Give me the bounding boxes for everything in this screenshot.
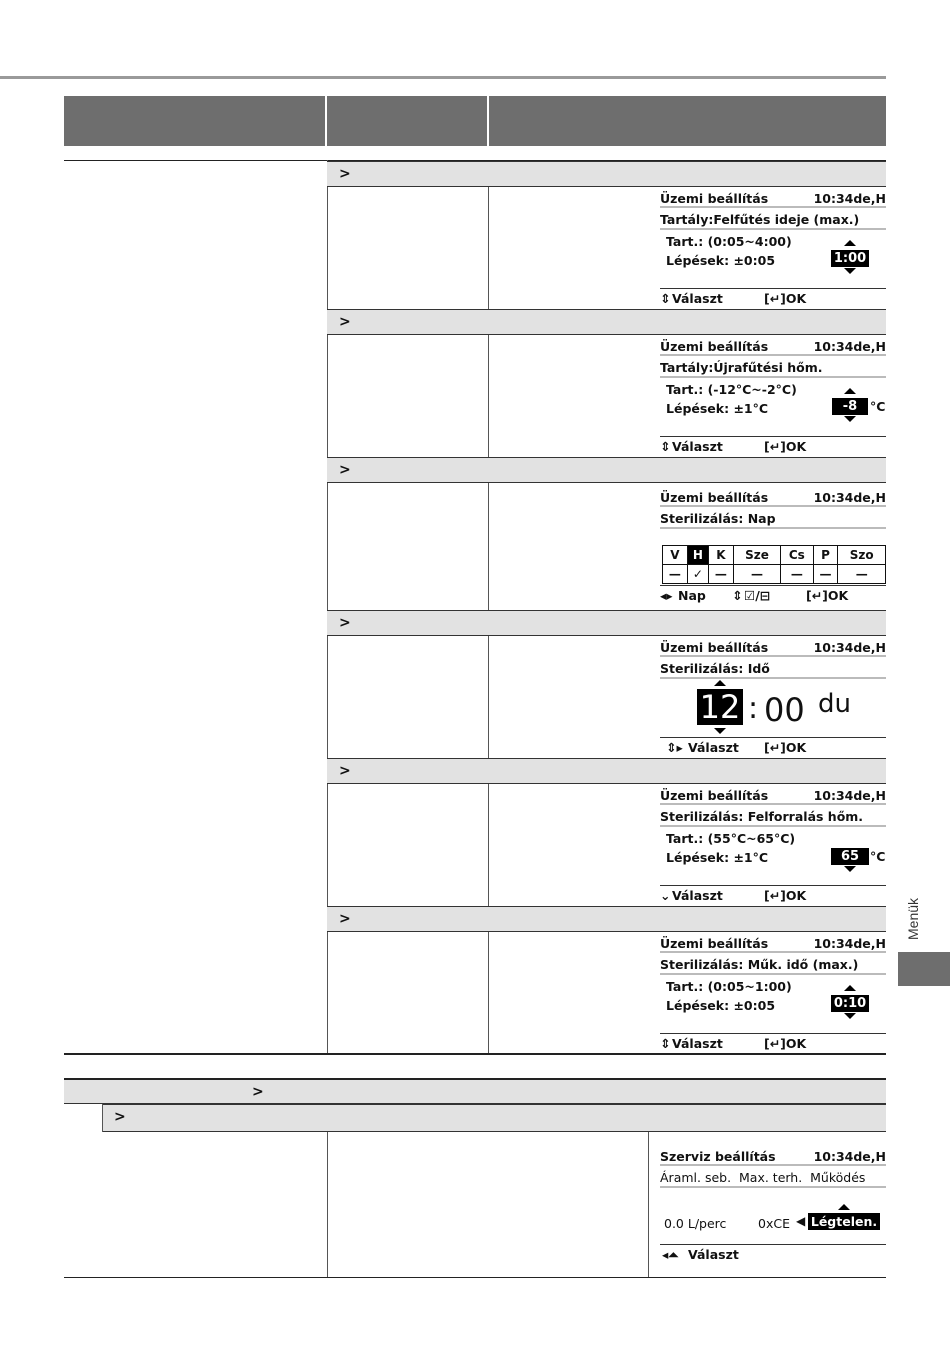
lcd-columns: Áraml. seb. Max. terh. Működés [660, 1168, 886, 1188]
lcd-load-value: 0xCE [758, 1216, 790, 1231]
up-down-arrows-icon: ⇕ [660, 439, 671, 454]
lcd-flow-value: 0.0 L/perc [664, 1216, 727, 1231]
day-cell: K [708, 546, 733, 565]
chevron-right-icon: > [114, 1109, 126, 1125]
down-arrow-icon: ⌄ [660, 888, 671, 903]
day-mark: — [708, 565, 733, 584]
lcd-value: 1:00 [831, 250, 869, 267]
lcd-value: 65 [831, 848, 869, 865]
lcd-setting-title: Sterilizálás: Műk. idő (max.) [660, 955, 886, 975]
lcd-foot-ok: [↵]OK [764, 439, 807, 454]
day-mark: — [733, 565, 780, 584]
lcd-setting-title: Sterilizálás: Felforralás hőm. [660, 807, 886, 827]
lcd-setting-title: Tartály:Újrafűtési hőm. [660, 358, 886, 378]
lcd-foot-select: Választ [672, 291, 723, 306]
lcd-minute-value: 00 [764, 691, 805, 729]
lcd-screen-sterilize-time [658, 639, 886, 757]
lcd-foot-select: Választ [672, 1036, 723, 1051]
chevron-right-icon: > [339, 166, 351, 182]
arrow-down-icon [714, 728, 726, 734]
day-cell-selected: H [687, 546, 708, 565]
arrow-down-icon [844, 268, 856, 274]
subsection-band [327, 906, 886, 932]
subsection-band [327, 457, 886, 483]
day-cell: Sze [733, 546, 780, 565]
table-bottom-rule [64, 1277, 886, 1278]
lcd-header [660, 338, 886, 356]
table-bottom-rule [64, 1053, 886, 1055]
lcd-footer [660, 737, 886, 755]
arrow-down-icon [844, 1013, 856, 1019]
chevron-right-icon: > [339, 911, 351, 927]
day-mark: ✓ [687, 565, 708, 584]
lcd-value: 0:10 [831, 995, 869, 1012]
day-cell: V [663, 546, 688, 565]
lcd-clock: 10:34de,H [813, 788, 886, 803]
side-tab-text: Menük [905, 897, 921, 940]
lcd-ampm: du [818, 689, 851, 719]
lcd-footer [660, 1033, 886, 1051]
lcd-clock: 10:34de,H [813, 490, 886, 505]
lcd-value: -8 [832, 398, 868, 415]
subsection-band [327, 309, 886, 335]
lcd-header-title: Üzemi beállítás [660, 788, 769, 803]
lcd-header [660, 639, 886, 657]
day-cell: Cs [781, 546, 813, 565]
lcd-footer [660, 288, 886, 306]
left-up-arrows-icon: ◂⏶ [662, 1247, 679, 1262]
lcd-header [660, 190, 886, 208]
lcd-header-title: Üzemi beállítás [660, 339, 769, 354]
chevron-right-icon: > [339, 314, 351, 330]
arrow-left-icon: ◀ [796, 1214, 806, 1228]
arrow-up-icon [844, 240, 856, 246]
arrow-up-icon [844, 985, 856, 991]
col-divider-3 [648, 1132, 649, 1277]
lcd-step: Lépések: ±0:05 [666, 253, 776, 268]
subsection-band [327, 758, 886, 784]
lcd-clock: 10:34de,H [813, 640, 886, 655]
day-cell: P [813, 546, 838, 565]
lcd-setting-title: Sterilizálás: Idő [660, 659, 886, 679]
lcd-clock: 10:34de,H [813, 936, 886, 951]
lcd-foot-select: Választ [688, 740, 739, 755]
lcd-foot-select: Választ [672, 439, 723, 454]
lcd-header [660, 935, 886, 953]
chevron-right-icon: > [339, 462, 351, 478]
lcd-unit: °C [870, 399, 886, 414]
lcd-clock: 10:34de,H [813, 191, 886, 206]
up-down-arrows-icon: ⇕ [732, 588, 743, 603]
lcd-footer [660, 436, 886, 454]
lcd-step: Lépések: ±1°C [666, 401, 769, 416]
lcd-header-title: Üzemi beállítás [660, 936, 769, 951]
lcd-foot-select: Választ [688, 1247, 739, 1262]
table-header-col-1 [64, 96, 327, 146]
side-tab-marker [898, 952, 950, 986]
day-mark: — [781, 565, 813, 584]
lcd-footer [660, 585, 886, 603]
lcd-hour-value: 12 [697, 689, 743, 725]
arrow-up-icon [844, 388, 856, 394]
section-band [64, 1078, 886, 1104]
lcd-range: Tart.: (-12°C~-2°C) [666, 382, 797, 397]
lcd-foot-ok: [↵]OK [764, 1036, 807, 1051]
lcd-foot-ok: [↵]OK [764, 740, 807, 755]
lcd-header-title: Szerviz beállítás [660, 1149, 776, 1164]
lcd-foot-select: Választ [672, 888, 723, 903]
table-header [64, 96, 886, 146]
lcd-header [660, 787, 886, 805]
day-cell: Szo [838, 546, 886, 565]
lcd-range: Tart.: (0:05~1:00) [666, 979, 792, 994]
day-mark: — [663, 565, 688, 584]
lcd-setting-title: Tartály:Felfűtés ideje (max.) [660, 210, 886, 230]
side-tab-label [903, 897, 923, 940]
lcd-range: Tart.: (0:05~4:00) [666, 234, 792, 249]
lcd-header-title: Üzemi beállítás [660, 490, 769, 505]
lcd-screen-reheat-temp [658, 338, 886, 456]
subsection-band [327, 610, 886, 636]
lcd-screen-sterilize-day [658, 489, 886, 607]
up-down-right-arrows-icon: ⇕▸ [666, 740, 683, 755]
top-rule [0, 76, 886, 79]
chevron-right-icon: > [339, 763, 351, 779]
arrow-down-icon [844, 416, 856, 422]
lcd-foot-ok: [↵]OK [764, 888, 807, 903]
up-down-arrows-icon: ⇕ [660, 1036, 671, 1051]
col-divider-1 [327, 1132, 328, 1277]
lcd-clock: 10:34de,H [813, 339, 886, 354]
lcd-setting-title: Sterilizálás: Nap [660, 509, 886, 529]
chevron-right-icon: > [252, 1084, 264, 1100]
lcd-foot-ok: [↵]OK [806, 588, 849, 603]
indent-divider [102, 1104, 103, 1132]
lcd-clock: 10:34de,H [813, 1149, 886, 1164]
table-header-col-2 [327, 96, 489, 146]
lcd-step: Lépések: ±1°C [666, 850, 769, 865]
arrow-down-icon [844, 866, 856, 872]
lcd-screen-operation-time [658, 935, 886, 1053]
lcd-foot-toggle: ☑/⊟ [744, 588, 771, 603]
subsection-band [327, 161, 886, 187]
up-down-arrows-icon: ⇕ [660, 291, 671, 306]
left-right-arrows-icon: ◂▸ [660, 588, 673, 603]
day-selector [662, 545, 886, 584]
lcd-foot-nav: Nap [678, 588, 706, 603]
lcd-screen-heat-time [658, 190, 886, 308]
lcd-screen-boil-temp [658, 787, 886, 905]
lcd-mode-value: Légtelen. [808, 1213, 880, 1230]
day-mark: — [838, 565, 886, 584]
lcd-screen-service [658, 1148, 886, 1266]
lcd-time-separator: : [748, 691, 759, 726]
subsection-band [102, 1104, 886, 1132]
lcd-header-title: Üzemi beállítás [660, 191, 769, 206]
lcd-foot-ok: [↵]OK [764, 291, 807, 306]
lcd-header [660, 1148, 886, 1166]
lcd-range: Tart.: (55°C~65°C) [666, 831, 796, 846]
lcd-footer [660, 1244, 886, 1262]
lcd-header [660, 489, 886, 507]
lcd-footer [660, 885, 886, 903]
arrow-up-icon [714, 680, 726, 686]
lcd-step: Lépések: ±0:05 [666, 998, 776, 1013]
lcd-header-title: Üzemi beállítás [660, 640, 769, 655]
day-mark: — [813, 565, 838, 584]
chevron-right-icon: > [339, 615, 351, 631]
lcd-unit: °C [870, 849, 886, 864]
arrow-up-icon [838, 1204, 850, 1210]
